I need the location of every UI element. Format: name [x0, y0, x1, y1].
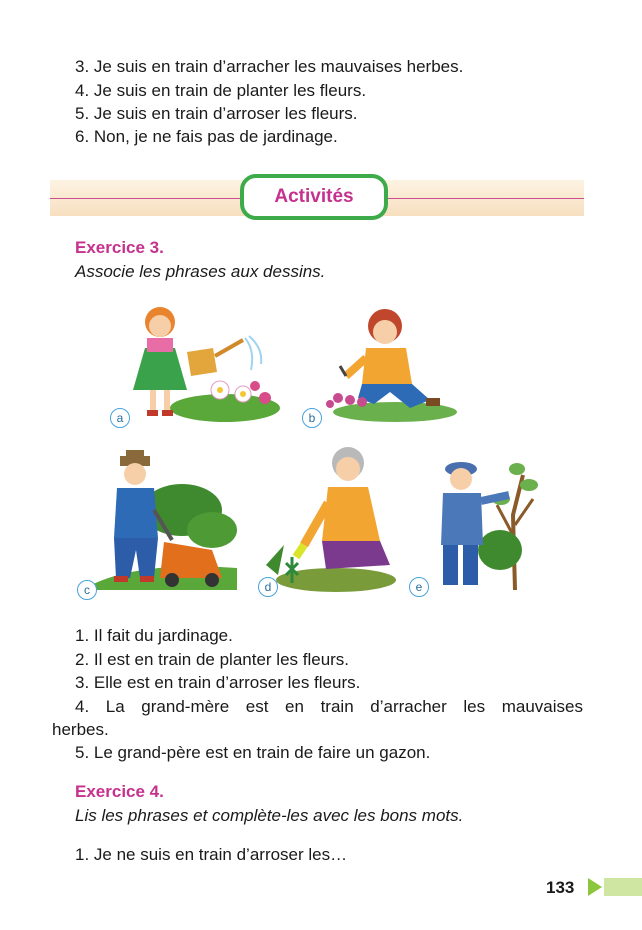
boy-tree-illustration: [405, 455, 545, 595]
list-item-continuation: herbes.: [52, 720, 109, 739]
exercise-3-instruction: Associe les phrases aux dessins.: [75, 262, 326, 281]
picture-label-c: c: [77, 580, 97, 600]
list-item: 2. Il est en train de planter les fleurs.: [75, 650, 350, 669]
picture-label-a: a: [110, 408, 130, 428]
list-item: 5. Je suis en train d’arroser les fleurs.: [75, 104, 358, 123]
list-item: 4. La grand-mère est en train d’arracher les mauvaises: [75, 697, 583, 716]
page-arrow-icon: [588, 878, 602, 896]
list-item: 4. Je suis en train de planter les fleurs.: [75, 81, 367, 100]
list-item: 1. Je ne suis en train d’arroser les…: [75, 845, 348, 864]
list-item: 3. Je suis en train d’arracher les mauvaises herbes.: [75, 57, 464, 76]
list-item: 1. Il fait du jardinage.: [75, 626, 233, 645]
picture-grandfather-mowing: [72, 450, 242, 600]
picture-label-e: e: [409, 577, 429, 597]
exercise-4-instruction: Lis les phrases et complète-les avec les bons mots.: [75, 806, 464, 825]
boy-planting-illustration: [300, 300, 470, 430]
picture-boy-planting: [300, 300, 470, 430]
page-tab-bar: [604, 878, 642, 896]
picture-label-d: d: [258, 577, 278, 597]
exercise-4-title: Exercice 4.: [75, 782, 164, 801]
exercise-3-title: Exercice 3.: [75, 238, 164, 257]
picture-boy-tree: [405, 455, 545, 595]
list-item: 3. Elle est en train d’arroser les fleurs.: [75, 673, 361, 692]
page-number: 133: [546, 878, 575, 897]
section-title: Activités: [240, 174, 388, 220]
picture-girl-watering: [105, 290, 295, 430]
list-item: 5. Le grand-père est en train de faire un gazon.: [75, 743, 431, 762]
grandmother-weeding-illustration: [256, 445, 406, 600]
girl-watering-illustration: [105, 290, 295, 430]
list-item: 6. Non, je ne fais pas de jardinage.: [75, 127, 338, 146]
picture-grandmother-weeding: [256, 445, 406, 600]
grandfather-mowing-illustration: [72, 450, 242, 600]
picture-label-b: b: [302, 408, 322, 428]
